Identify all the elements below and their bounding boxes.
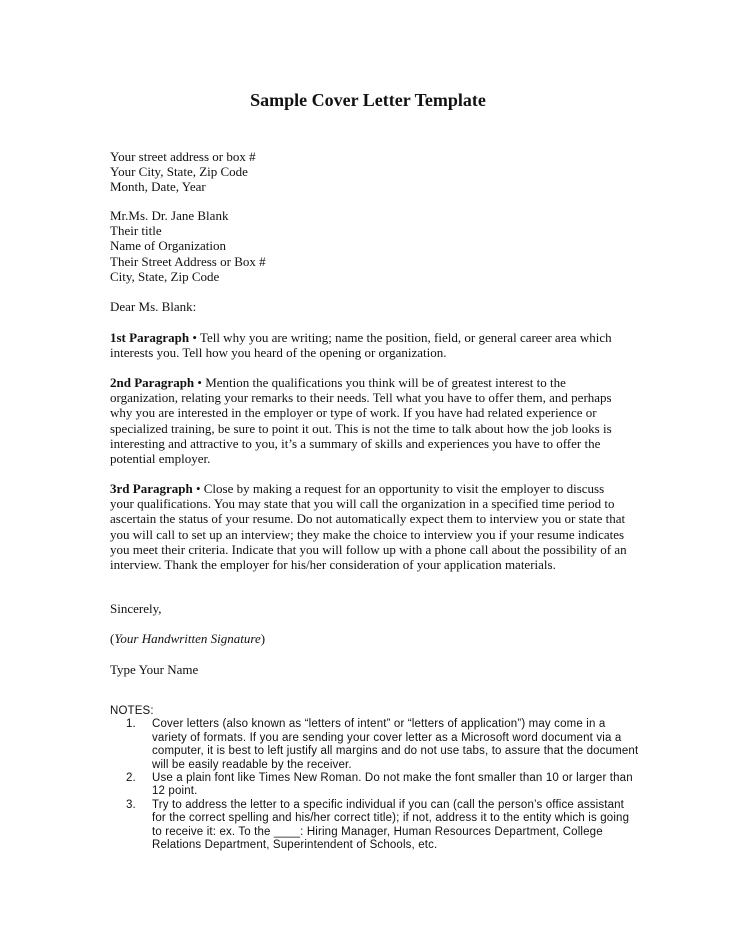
notes-section bbox=[110, 705, 640, 852]
salutation: Dear Ms. Blank: bbox=[110, 299, 197, 314]
typed-name: Type Your Name bbox=[110, 662, 199, 677]
paragraph-1-text: • Tell why you are writing; name the position, field, or general career area which interests you. Tell how you heard of the opening or organization. bbox=[110, 330, 612, 361]
sender-address bbox=[110, 149, 630, 195]
note-item bbox=[126, 772, 640, 799]
note-number: 3. bbox=[126, 798, 136, 811]
recipient-city: City, State, Zip Code bbox=[110, 268, 220, 284]
paragraph-3-text: • Close by making a request for an opportunity to visit the employer to discuss your qualifications. You may state that you will call the organization in a specified time period to ascertain the status of your resume. Do not automatically expect them to interview you or state that you will call to set up an interview; they make the choice to interview you if your resume indicates you meet their criteria. Indicate that you will follow up with a phone call about the possibility of an interview. Thank the employer for his/her consideration of your application materials. bbox=[110, 481, 627, 573]
recipient-title: Their title bbox=[110, 223, 162, 239]
paragraph-2 bbox=[110, 375, 630, 466]
paragraph-3 bbox=[110, 481, 630, 572]
note-number: 2. bbox=[126, 772, 136, 785]
notes-list bbox=[110, 718, 640, 852]
signature-open-paren: ( bbox=[110, 631, 115, 646]
notes-heading: NOTES: bbox=[110, 705, 154, 717]
paragraph-2-text: • Mention the qualifications you think will be of greatest interest to the organization, relating your remarks to their needs. Tell what you have to offer them, and perhaps why you are interested in the employer or type of work. If you have had related experience or specialized training, be sure to point it out. This is not the time to talk about how the job looks is interesting and attractive to you, it’s a summary of skills and experiences you have to offer the potential employer. bbox=[110, 375, 612, 467]
note-item bbox=[126, 798, 640, 853]
note-number: 1. bbox=[126, 718, 136, 731]
sender-city: Your City, State, Zip Code bbox=[110, 164, 248, 180]
signature-close-paren: ) bbox=[260, 631, 266, 646]
paragraph-1 bbox=[110, 330, 630, 360]
recipient-organization: Name of Organization bbox=[110, 238, 226, 254]
note-text: Use a plain font like Times New Roman. Do not make the font smaller than 10 or larger than 12 point. bbox=[152, 772, 633, 798]
recipient-address bbox=[110, 208, 630, 284]
signature-text: Your Handwritten Signature bbox=[114, 631, 261, 646]
note-text: Try to address the letter to a specific individual if you can (call the person’s office assistant for the correct spelling and his/her correct title); if not, address it to the entity which is going to receive it: ex. To the ____: Hiring Manager, Human Resources Department, College Relations Department, Superintendent of Schools, etc. bbox=[152, 798, 630, 852]
page-title: Sample Cover Letter Template bbox=[250, 90, 486, 110]
paragraph-2-heading: 2nd Paragraph bbox=[110, 375, 195, 390]
sender-date: Month, Date, Year bbox=[110, 179, 206, 195]
note-text: Cover letters (also known as “letters of intent” or “letters of application”) may come in a variety of formats. If you are sending your cover letter as a Microsoft word document via a computer, it is best to left justify all margins and do not use tabs, to assure that the document will be easily readable by the receiver. bbox=[152, 718, 639, 771]
sender-street: Your street address or box # bbox=[110, 149, 256, 164]
paragraph-1-heading: 1st Paragraph bbox=[110, 330, 190, 345]
recipient-name: Mr.Ms. Dr. Jane Blank bbox=[110, 208, 229, 223]
recipient-street: Their Street Address or Box # bbox=[110, 253, 266, 269]
signature-placeholder bbox=[110, 631, 630, 646]
paragraph-3-heading: 3rd Paragraph bbox=[110, 481, 193, 496]
note-item bbox=[126, 718, 640, 772]
closing: Sincerely, bbox=[110, 601, 162, 616]
